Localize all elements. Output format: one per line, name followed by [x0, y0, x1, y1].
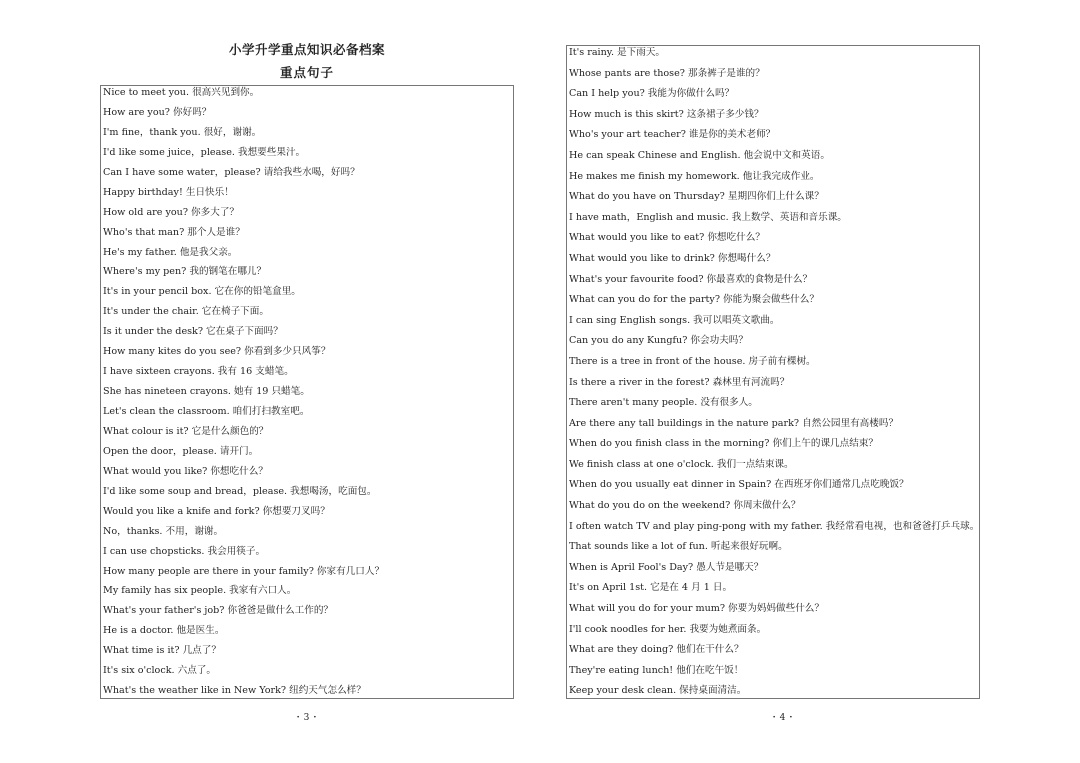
sentence-row: It's six o'clock. 六点了。: [103, 665, 216, 677]
sentence-row: My family has six people. 我家有六口人。: [103, 585, 297, 597]
sentence-row: Happy birthday! 生日快乐！: [103, 186, 234, 198]
sentence-row: Nice to meet you. 很高兴见到你。: [103, 87, 260, 98]
sentence-row: Whose pants are those? 那条裤子是谁的？: [569, 67, 765, 79]
right-page: [540, 0, 1080, 763]
sentence-row: What do you do on the weekend? 你周末做什么？: [569, 500, 801, 512]
sentence-row: How much is this skirt? 这条裙子多少钱？: [569, 108, 764, 120]
sentence-list-right: [566, 45, 980, 699]
sentence-row: They're eating lunch! 他们在吃午饭！: [569, 664, 744, 676]
sentence-row: When do you finish class in the morning? 你们上午的课几点结束？: [569, 438, 878, 450]
sentence-row: What are they doing? 他们在干什么？: [569, 644, 744, 656]
sentence-row: What's your father's job? 你爸爸是做什么工作的？: [103, 605, 334, 617]
sentence-row: He can speak Chinese and English. 他会说中文和英语。: [569, 149, 830, 161]
sentence-row: I'm fine，thank you. 很好，谢谢。: [103, 126, 262, 138]
sentence-row: Is it under the desk? 它在桌子下面吗？: [103, 326, 283, 338]
section-subtitle: 重点句子: [279, 65, 334, 80]
sentence-row: What would you like to eat? 你想吃什么？: [569, 232, 765, 244]
sentence-row: I often watch TV and play ping-pong with my father. 我经常看电视，也和爸爸打乒乓球。: [569, 520, 979, 532]
sentence-row: What will you do for your mum? 你要为妈妈做些什么？: [569, 603, 824, 615]
sentence-row: How many people are there in your family? 你家有几口人？: [103, 565, 385, 577]
sentence-row: I can sing English songs. 我可以唱英文歌曲。: [569, 314, 780, 326]
sentence-row: He makes me finish my homework. 他让我完成作业。: [569, 170, 820, 182]
sentence-row: Who's that man? 那个人是谁？: [103, 226, 245, 238]
sentence-row: I have math，English and music. 我上数学、英语和音乐课。: [569, 211, 847, 223]
sentence-row: Can you do any Kungfu? 你会功夫吗？: [569, 335, 748, 347]
sentence-row: I can use chopsticks. 我会用筷子。: [103, 545, 266, 557]
page-number-right: ・4・: [769, 713, 797, 723]
sentence-row: We finish class at one o'clock. 我们一点结束课。: [569, 458, 794, 470]
sentence-row: I'd like some soup and bread，please. 我想喝汤，吃面包。: [103, 485, 377, 497]
sentence-row: He's my father. 他是我父亲。: [103, 246, 238, 258]
sentence-row: When is April Fool's Day? 愚人节是哪天？: [569, 561, 764, 573]
sentence-row: It's on April 1st. 它是在 4 月 1 日。: [569, 582, 733, 594]
sentence-row: How many kites do you see? 你看到多少只风筝？: [103, 346, 331, 358]
sentence-row: What would you like? 你想吃什么？: [103, 465, 268, 477]
sentence-row: There aren't many people. 没有很多人。: [569, 397, 758, 409]
sentence-row: What would you like to drink? 你想喝什么？: [569, 252, 776, 264]
sentence-row: That sounds like a lot of fun. 听起来很好玩啊。: [569, 541, 788, 553]
sentence-row: How are you? 你好吗？: [103, 106, 212, 118]
sentence-row: I have sixteen crayons. 我有 16 支蜡笔。: [103, 366, 294, 378]
sentence-row: Can I have some water，please? 请给我些水喝，好吗？: [103, 166, 360, 178]
sentence-row: Open the door，please. 请开门。: [103, 445, 259, 457]
sentence-row: Let's clean the classroom. 咱们打扫教室吧。: [103, 406, 310, 417]
sentence-row: Can I help you? 我能为你做什么吗？: [569, 88, 735, 100]
sentence-row: Where's my pen? 我的钢笔在哪儿？: [103, 266, 267, 278]
sentence-row: What time is it? 几点了？: [103, 645, 221, 657]
sentence-row: What's the weather like in New York? 纽约天气怎么样？: [103, 685, 366, 697]
sentence-row: It's rainy. 是下雨天。: [569, 47, 666, 58]
sentence-row: How old are you? 你多大了？: [103, 206, 240, 218]
sentence-list-left: [100, 85, 514, 699]
sentence-row: There is a tree in front of the house. 房子前有棵树。: [569, 355, 816, 367]
sentence-row: Would you like a knife and fork? 你想要刀叉吗？: [103, 505, 330, 517]
sentence-row: It's in your pencil box. 它在你的铅笔盒里。: [103, 286, 301, 298]
sentence-row: I'd like some juice，please. 我想要些果汁。: [103, 146, 306, 158]
sentence-row: It's under the chair. 它在椅子下面。: [103, 306, 269, 318]
sentence-row: Are there any tall buildings in the nature park? 自然公园里有高楼吗？: [569, 417, 899, 429]
sentence-row: Who's your art teacher? 谁是你的美术老师？: [569, 129, 776, 141]
sentence-row: I'll cook noodles for her. 我要为她煮面条。: [569, 623, 767, 635]
sentence-row: When do you usually eat dinner in Spain? 在西班牙你们通常几点吃晚饭？: [569, 479, 909, 491]
sentence-row: What's your favourite food? 你最喜欢的食物是什么？: [569, 273, 813, 285]
sentence-row: Is there a river in the forest? 森林里有河流吗？: [569, 376, 790, 388]
sentence-row: Keep your desk clean. 保持桌面清洁。: [569, 685, 747, 697]
sentence-row: He is a doctor. 他是医生。: [103, 625, 225, 637]
sentence-row: She has nineteen crayons. 她有 19 只蜡笔。: [103, 386, 310, 398]
sentence-row: What do you have on Thursday? 星期四你们上什么课？: [569, 191, 824, 203]
sentence-row: What can you do for the party? 你能为聚会做些什么？: [569, 294, 819, 306]
sentence-row: No，thanks. 不用，谢谢。: [103, 525, 224, 537]
page-number-left: ・3・: [293, 713, 321, 723]
document-title: 小学升学重点知识必备档案: [228, 42, 385, 57]
sentence-row: What colour is it? 它是什么颜色的？: [103, 425, 269, 437]
